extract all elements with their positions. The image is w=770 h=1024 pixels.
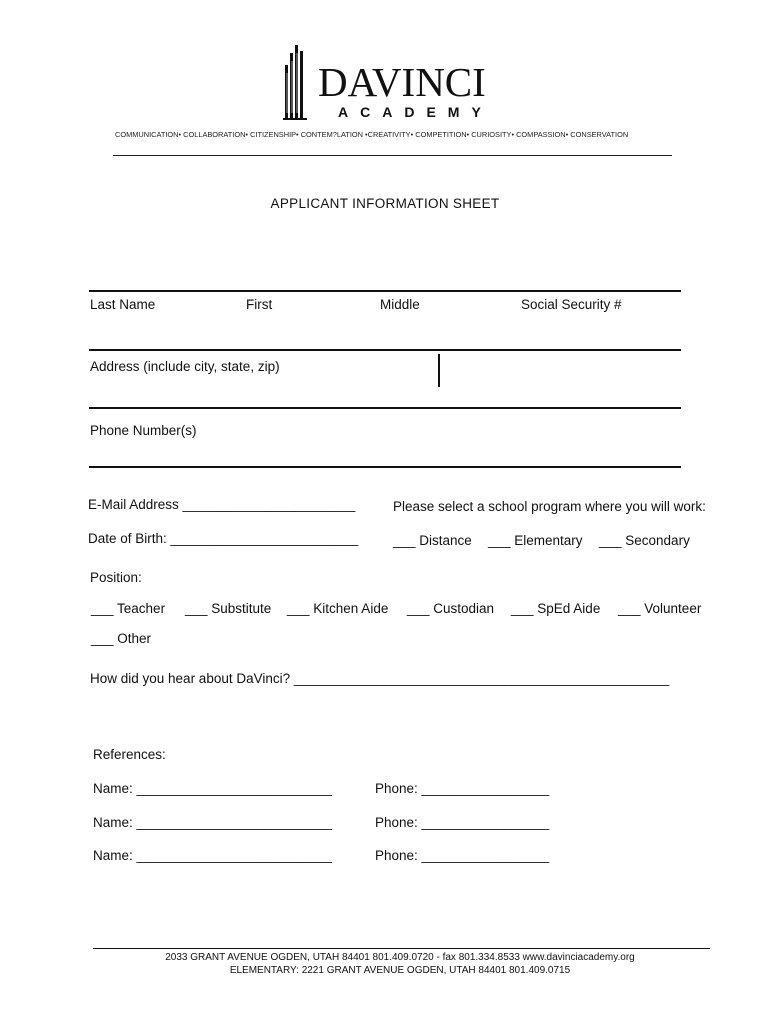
references-label: References: bbox=[93, 747, 166, 762]
ssn-label: Social Security # bbox=[521, 297, 622, 312]
reference-3-phone: Phone: _________________ bbox=[375, 848, 550, 863]
position-kitchen-aide: ___ Kitchen Aide bbox=[287, 601, 389, 616]
last-name-label: Last Name bbox=[90, 297, 156, 312]
page-title: APPLICANT INFORMATION SHEET bbox=[270, 196, 500, 211]
position-substitute: ___ Substitute bbox=[185, 601, 272, 616]
email-label: E-Mail Address _______________________ bbox=[88, 497, 356, 512]
first-name-label: First bbox=[246, 297, 273, 312]
address-divider bbox=[438, 354, 440, 387]
position-label: Position: bbox=[90, 570, 142, 585]
position-volunteer: ___ Volunteer bbox=[618, 601, 702, 616]
program-prompt: Please select a school program where you will work: bbox=[393, 499, 706, 514]
reference-3-name: Name: __________________________ bbox=[93, 848, 332, 863]
reference-2-name: Name: __________________________ bbox=[93, 815, 332, 830]
program-secondary: ___ Secondary bbox=[599, 533, 690, 548]
dob-label: Date of Birth: _________________________ bbox=[88, 531, 359, 546]
rule-name-top bbox=[89, 290, 681, 292]
program-elementary: ___ Elementary bbox=[488, 533, 583, 548]
position-teacher: ___ Teacher bbox=[91, 601, 166, 616]
header-divider bbox=[113, 155, 672, 156]
reference-1-phone: Phone: _________________ bbox=[375, 781, 550, 796]
position-custodian: ___ Custodian bbox=[407, 601, 495, 616]
position-other: ___ Other bbox=[91, 631, 152, 646]
position-sped-aide: ___ SpEd Aide bbox=[511, 601, 601, 616]
brand-name: DAVINCI bbox=[318, 59, 486, 105]
values-line: COMMUNICATION• COLLABORATION• CITIZENSHIP• CONTEM?LATION •CREATIVITY• COMPETITION• CURIOSITY• COMPASSION• CONSERVATION bbox=[115, 130, 629, 139]
footer-address-line: 2033 GRANT AVENUE OGDEN, UTAH 84401 801.409.0720 - fax 801.334.8533 www.davinciacademy.org bbox=[165, 952, 635, 963]
footer-divider bbox=[93, 948, 710, 949]
footer-elementary-line: ELEMENTARY: 2221 GRANT AVENUE OGDEN, UTAH 84401 801.409.0715 bbox=[229, 965, 571, 976]
reference-1-name: Name: __________________________ bbox=[93, 781, 332, 796]
middle-name-label: Middle bbox=[380, 297, 420, 312]
heard-about-label: How did you hear about DaVinci? __________________________________________________ bbox=[90, 671, 670, 686]
program-distance: ___ Distance bbox=[393, 533, 472, 548]
rule-phone-bottom bbox=[89, 466, 681, 468]
brand-subtitle: ACADEMY bbox=[338, 104, 493, 120]
rule-address-bottom bbox=[89, 407, 681, 409]
rule-name-bottom bbox=[89, 349, 681, 351]
reference-2-phone: Phone: _________________ bbox=[375, 815, 550, 830]
tower-logo-icon bbox=[283, 43, 307, 121]
address-label: Address (include city, state, zip) bbox=[90, 359, 280, 374]
phone-label: Phone Number(s) bbox=[90, 423, 197, 438]
